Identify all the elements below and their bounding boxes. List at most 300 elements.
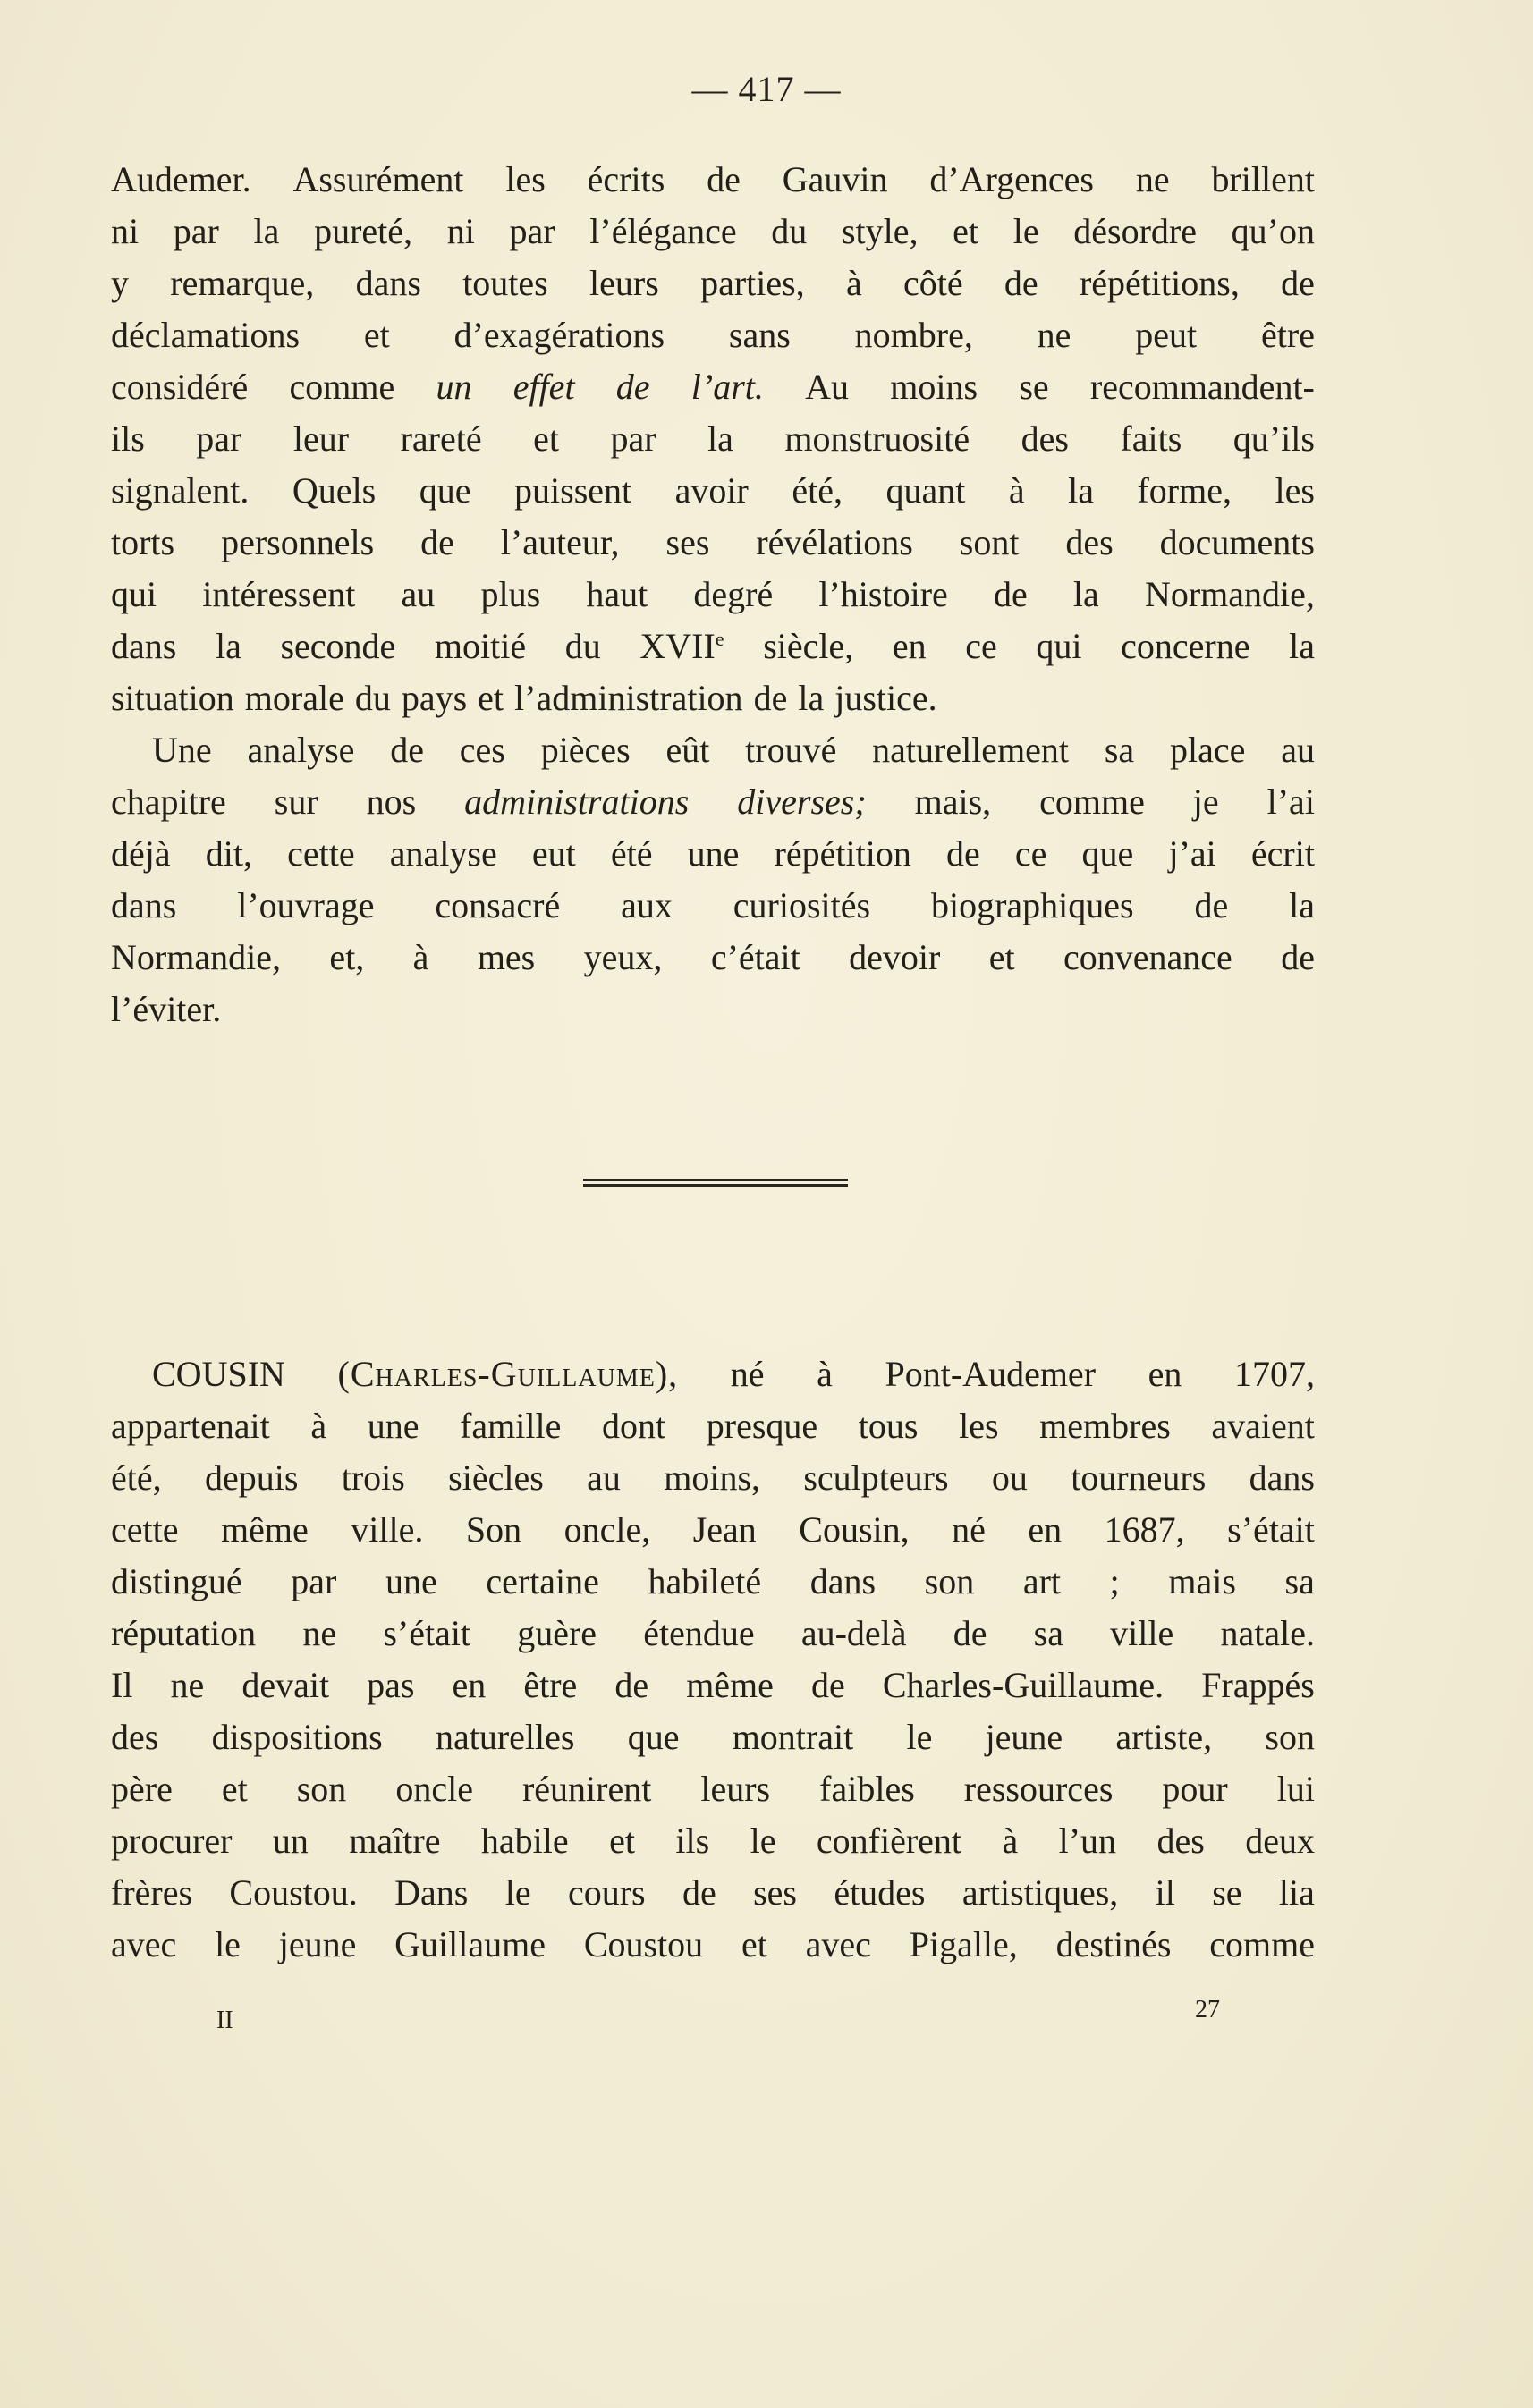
text-word: et: [741, 1924, 767, 1964]
text-word: la: [1289, 626, 1315, 666]
text-word: en: [892, 626, 927, 666]
text-word: dans: [355, 263, 421, 303]
text-word: à: [1008, 470, 1025, 511]
text-word: ressources: [963, 1769, 1114, 1809]
text-word: analyse: [247, 730, 355, 770]
text-word: eût: [665, 730, 710, 770]
text-word: mais: [1168, 1561, 1236, 1601]
text-word: comme: [1039, 782, 1145, 822]
text-word: dans: [111, 885, 177, 925]
text-line: [111, 1608, 1315, 1660]
text-word: Guillaume: [394, 1924, 546, 1964]
text-word: seconde: [280, 626, 396, 666]
text-word: degré: [693, 574, 774, 614]
text-word: quant: [885, 470, 966, 511]
text-word: pièces: [540, 730, 631, 770]
text-word: consacré: [435, 885, 561, 925]
text-word: l’art.: [690, 367, 764, 407]
text-word: dans: [1249, 1457, 1315, 1498]
text-word: ses: [665, 522, 710, 562]
text-word: siècles: [448, 1457, 544, 1498]
text-word: les: [1275, 470, 1315, 511]
text-word: la: [798, 678, 825, 718]
text-word: sa: [1033, 1613, 1063, 1653]
text-word: plus: [480, 574, 541, 614]
text-word: se: [1019, 367, 1049, 407]
text-word: leur: [292, 418, 350, 459]
text-word: avaient: [1211, 1406, 1315, 1446]
text-line: [111, 361, 1315, 413]
text-word: et: [478, 678, 504, 718]
text-word: de: [707, 159, 741, 199]
text-word: dont: [602, 1406, 666, 1446]
text-word: brillent: [1211, 159, 1315, 199]
text-word: en: [1028, 1509, 1063, 1550]
text-word: sculpteurs: [803, 1457, 949, 1498]
text-word: eut: [531, 833, 576, 874]
text-word: administrations: [464, 782, 690, 822]
text-word: être: [1261, 315, 1315, 355]
signature-mark-right: 27: [1195, 1996, 1220, 2024]
text-word: pour: [1162, 1769, 1228, 1809]
text-word: ne: [1037, 315, 1071, 355]
text-word: Jean: [692, 1509, 757, 1550]
text-word: appartenait: [111, 1406, 270, 1446]
text-word: au-delà: [800, 1613, 907, 1653]
text-word: leurs: [589, 263, 659, 303]
text-word: dit,: [205, 833, 252, 874]
text-word: s’était: [1227, 1509, 1315, 1550]
text-word: art: [1022, 1561, 1062, 1601]
text-word: à: [310, 1406, 327, 1446]
text-word: 1707,: [1234, 1354, 1315, 1394]
text-word: cette: [111, 1509, 179, 1550]
text-word: son: [296, 1769, 347, 1809]
text-line: [111, 1452, 1315, 1504]
text-word: à: [1002, 1821, 1019, 1861]
text-word: son: [924, 1561, 975, 1601]
text-word: une: [385, 1561, 437, 1601]
text-word: une: [687, 833, 740, 874]
text-word: l’un: [1058, 1821, 1117, 1861]
section-divider: [583, 1179, 848, 1187]
text-word: devait: [241, 1665, 330, 1705]
text-word: Dans: [394, 1872, 469, 1913]
text-word: remarque,: [170, 263, 315, 303]
text-word: les: [505, 159, 546, 199]
text-word: ce: [1014, 833, 1047, 874]
text-word: l’éviter.: [111, 989, 222, 1029]
text-word: en: [1148, 1354, 1182, 1394]
text-word: ;: [1109, 1561, 1120, 1601]
text-word: de: [390, 730, 424, 770]
text-word: études: [834, 1872, 926, 1913]
text-word: aux: [621, 885, 673, 925]
text-word: moins,: [664, 1457, 761, 1498]
text-word: sa: [1284, 1561, 1315, 1601]
text-word: nombre,: [854, 315, 973, 355]
text-word: ni: [111, 211, 140, 251]
text-word: au: [1281, 730, 1315, 770]
text-word: Audemer.: [111, 159, 251, 199]
text-word: considéré: [111, 367, 249, 407]
text-word: sur: [274, 782, 318, 822]
text-line: [111, 984, 1315, 1035]
text-word: des: [1156, 1821, 1205, 1861]
paragraph-2: [111, 724, 1315, 1035]
text-word: qu’on: [1231, 211, 1315, 251]
text-word: avoir: [674, 470, 749, 511]
text-word: en: [452, 1665, 487, 1705]
text-word: moitié: [434, 626, 527, 666]
text-word: frères: [111, 1872, 193, 1913]
text-word: même: [221, 1509, 309, 1550]
text-word: haut: [586, 574, 648, 614]
paragraph-1: [111, 154, 1315, 724]
text-word: ses: [753, 1872, 797, 1913]
text-word: artistiques,: [961, 1872, 1119, 1913]
text-word: été,: [792, 470, 843, 511]
text-word: un: [436, 367, 472, 407]
text-word: chapitre: [111, 782, 226, 822]
text-word: forme,: [1137, 470, 1232, 511]
text-word: au: [587, 1457, 621, 1498]
text-word: famille: [460, 1406, 562, 1446]
text-word: l’ouvrage: [237, 885, 375, 925]
text-line: [111, 880, 1315, 932]
text-line: [111, 1763, 1315, 1815]
text-word: place: [1170, 730, 1246, 770]
text-word: du: [564, 626, 601, 666]
text-word: lui: [1276, 1769, 1315, 1809]
text-word: depuis: [204, 1457, 299, 1498]
text-word: Cousin,: [799, 1509, 910, 1550]
text-word: morale: [244, 678, 344, 718]
text-word: s’était: [383, 1613, 471, 1653]
text-word: l’élégance: [589, 211, 737, 251]
text-word: été: [610, 833, 653, 874]
text-word: ni: [446, 211, 475, 251]
text-word: documents: [1159, 522, 1315, 562]
text-word: et: [609, 1821, 635, 1861]
text-word: l’auteur,: [500, 522, 620, 562]
text-word: XVIIe: [639, 626, 724, 666]
text-word: habile: [480, 1821, 569, 1861]
text-word: l’administration: [514, 678, 743, 718]
text-word: procurer: [111, 1821, 233, 1861]
text-word: d’exagérations: [453, 315, 665, 355]
text-word: le: [750, 1821, 776, 1861]
text-word: signalent.: [111, 470, 250, 511]
paragraph-3: [111, 1348, 1315, 1971]
text-word: et: [221, 1769, 248, 1809]
text-word: son: [1265, 1717, 1315, 1757]
text-word: confièrent: [816, 1821, 962, 1861]
text-word: et: [363, 315, 390, 355]
text-word: parties,: [700, 263, 805, 303]
text-word: de: [953, 1613, 987, 1653]
text-line: [111, 621, 1315, 672]
text-word: y: [111, 263, 129, 303]
text-word: désordre: [1073, 211, 1197, 251]
text-word: intéressent: [202, 574, 356, 614]
text-line: [111, 1556, 1315, 1608]
text-word: certaine: [486, 1561, 599, 1601]
text-word: rareté: [400, 418, 482, 459]
text-word: faits: [1120, 418, 1182, 459]
text-word: et: [953, 211, 979, 251]
text-word: la: [1072, 574, 1099, 614]
text-word: et,: [329, 937, 365, 977]
text-word: de: [753, 678, 788, 718]
text-line: [111, 1867, 1315, 1919]
text-word: leurs: [700, 1769, 771, 1809]
text-line: [111, 828, 1315, 880]
text-line: [111, 154, 1315, 206]
text-word: sa: [1104, 730, 1135, 770]
text-word: monstruosité: [784, 418, 970, 459]
text-word: sont: [959, 522, 1020, 562]
text-word: père: [111, 1769, 173, 1809]
text-word: ce: [965, 626, 997, 666]
text-word: faibles: [819, 1769, 915, 1809]
text-word: natale.: [1220, 1613, 1315, 1653]
text-word: guère: [517, 1613, 597, 1653]
text-line: [111, 1815, 1315, 1867]
text-word: de: [993, 574, 1028, 614]
text-word: situation: [111, 678, 234, 718]
signature-mark-left: II: [216, 2007, 233, 2034]
text-word: écrits: [587, 159, 665, 199]
text-word: ils: [111, 418, 145, 459]
text-word: à: [412, 937, 429, 977]
text-word: ne: [1135, 159, 1170, 199]
text-word: Son: [465, 1509, 522, 1550]
text-word: du: [354, 678, 391, 718]
text-word: été,: [111, 1457, 162, 1498]
text-word: le: [504, 1872, 531, 1913]
text-word: Assurément: [292, 159, 464, 199]
text-word: destinés: [1055, 1924, 1172, 1964]
text-word: répétitions,: [1079, 263, 1240, 303]
text-word: ne: [302, 1613, 337, 1653]
text-word: de: [682, 1872, 716, 1913]
text-word: au: [401, 574, 436, 614]
text-word: ville.: [351, 1509, 424, 1550]
text-word: style,: [841, 211, 919, 251]
text-word: d’Argences: [929, 159, 1094, 199]
text-word: de: [945, 833, 980, 874]
text-word: l’ai: [1266, 782, 1315, 822]
text-word: le: [1012, 211, 1039, 251]
text-word: né: [952, 1509, 986, 1550]
text-word: révélations: [756, 522, 913, 562]
text-word: naturelles: [435, 1717, 575, 1757]
text-word: Pont-Audemer: [885, 1354, 1097, 1394]
text-word: mes: [477, 937, 536, 977]
text-word: que: [627, 1717, 680, 1757]
text-word: né: [730, 1354, 765, 1394]
text-line: [111, 309, 1315, 361]
text-word: personnels: [221, 522, 375, 562]
text-line: [111, 517, 1315, 569]
text-word: le: [906, 1717, 933, 1757]
text-word: des: [111, 1717, 159, 1757]
text-word: siècle,: [763, 626, 854, 666]
text-word: diverses;: [737, 782, 867, 822]
text-word: cours: [567, 1872, 646, 1913]
text-word: écrit: [1250, 833, 1315, 874]
text-word: par: [610, 418, 656, 459]
text-word: oncle: [395, 1769, 473, 1809]
text-word: lia: [1278, 1872, 1315, 1913]
text-line: [111, 413, 1315, 465]
text-word: distingué: [111, 1561, 242, 1601]
text-word: qu’ils: [1232, 418, 1315, 459]
text-word: une: [367, 1406, 419, 1446]
text-word: sans: [728, 315, 791, 355]
text-word: torts: [111, 522, 175, 562]
text-word: à: [845, 263, 862, 303]
text-word: Au: [805, 367, 850, 407]
text-word: la: [215, 626, 241, 666]
text-word: de: [420, 522, 454, 562]
text-word: la: [1289, 885, 1315, 925]
text-word: la: [253, 211, 280, 251]
text-word: qui: [1036, 626, 1082, 666]
text-word: puissent: [514, 470, 632, 511]
text-word: trouvé: [745, 730, 837, 770]
text-word: de: [615, 367, 650, 407]
text-word: et: [988, 937, 1015, 977]
text-word: de: [1281, 263, 1315, 303]
text-word: de: [810, 1665, 845, 1705]
text-word: peut: [1135, 315, 1198, 355]
text-word: Quels: [292, 470, 377, 511]
text-word: réunirent: [521, 1769, 652, 1809]
text-word: des: [1021, 418, 1069, 459]
text-word: analyse: [389, 833, 497, 874]
text-word: 1687,: [1104, 1509, 1185, 1550]
text-line: [111, 932, 1315, 984]
text-word: je: [1192, 782, 1219, 822]
text-word: trois: [341, 1457, 405, 1498]
text-word: pureté,: [314, 211, 413, 251]
text-word: Charles-Guillaume.: [882, 1665, 1165, 1705]
text-word: dans: [809, 1561, 877, 1601]
text-word: j’ai: [1168, 833, 1216, 874]
text-word: la: [707, 418, 733, 459]
text-line: [111, 465, 1315, 517]
text-word: Une: [152, 730, 212, 770]
text-line: [111, 206, 1315, 258]
text-word: tous: [858, 1406, 919, 1446]
text-word: comme: [1209, 1924, 1315, 1964]
text-word: (Charles-Guillaume),: [337, 1354, 679, 1394]
text-line: [111, 1504, 1315, 1556]
text-word: côté: [903, 263, 963, 303]
text-word: c’était: [710, 937, 800, 977]
text-word: par: [509, 211, 555, 251]
text-word: naturellement: [872, 730, 1070, 770]
text-word: presque: [706, 1406, 818, 1446]
text-line: [111, 1919, 1315, 1971]
text-word: avec: [805, 1924, 871, 1964]
text-word: répétition: [774, 833, 911, 874]
text-word: la: [1068, 470, 1094, 511]
text-word: Pigalle,: [909, 1924, 1018, 1964]
text-word: les: [959, 1406, 999, 1446]
text-word: Gauvin: [782, 159, 888, 199]
text-word: pas: [367, 1665, 415, 1705]
text-word: nos: [366, 782, 417, 822]
text-word: par: [196, 418, 242, 459]
text-word: que: [1081, 833, 1134, 874]
text-line: [111, 1400, 1315, 1452]
text-word: qui: [111, 574, 157, 614]
text-word: de: [1194, 885, 1229, 925]
text-word: et: [533, 418, 559, 459]
text-word: deux: [1245, 1821, 1315, 1861]
text-word: à: [817, 1354, 833, 1394]
text-word: être: [523, 1665, 578, 1705]
text-word: des: [1065, 522, 1114, 562]
text-word: mais,: [914, 782, 992, 822]
text-word: COUSIN: [152, 1354, 285, 1394]
text-line: [111, 776, 1315, 828]
text-word: du: [771, 211, 808, 251]
text-line: [111, 569, 1315, 621]
text-line: [111, 1711, 1315, 1763]
text-word: jeune: [278, 1924, 357, 1964]
text-word: comme: [289, 367, 395, 407]
text-word: que: [419, 470, 471, 511]
text-word: ils: [675, 1821, 710, 1861]
text-word: maître: [349, 1821, 441, 1861]
text-word: convenance: [1063, 937, 1232, 977]
text-word: Frappés: [1201, 1665, 1315, 1705]
text-word: curiosités: [733, 885, 871, 925]
page-number: — 417 —: [691, 69, 842, 109]
text-word: Il: [111, 1665, 133, 1705]
text-word: habileté: [648, 1561, 762, 1601]
text-word: pays: [401, 678, 468, 718]
text-word: devoir: [849, 937, 941, 977]
text-word: oncle,: [563, 1509, 651, 1550]
text-word: yeux,: [583, 937, 663, 977]
text-word: cette: [287, 833, 355, 874]
text-word: toutes: [462, 263, 548, 303]
text-word: l’histoire: [818, 574, 948, 614]
text-word: il: [1155, 1872, 1175, 1913]
text-word: avec: [111, 1924, 177, 1964]
text-word: un: [272, 1821, 309, 1861]
text-word: dispositions: [211, 1717, 383, 1757]
text-word: dans: [111, 626, 177, 666]
text-word: jeune: [985, 1717, 1063, 1757]
text-word: membres: [1039, 1406, 1171, 1446]
text-word: Coustou.: [229, 1872, 358, 1913]
text-word: de: [614, 1665, 649, 1705]
text-word: de: [1004, 263, 1038, 303]
text-word: artiste,: [1115, 1717, 1213, 1757]
text-word: déjà: [111, 833, 171, 874]
text-word: étendue: [643, 1613, 755, 1653]
text-word: ne: [170, 1665, 205, 1705]
text-word: effet: [512, 367, 575, 407]
text-word: tourneurs: [1071, 1457, 1207, 1498]
text-word: recommandent-: [1089, 367, 1315, 407]
